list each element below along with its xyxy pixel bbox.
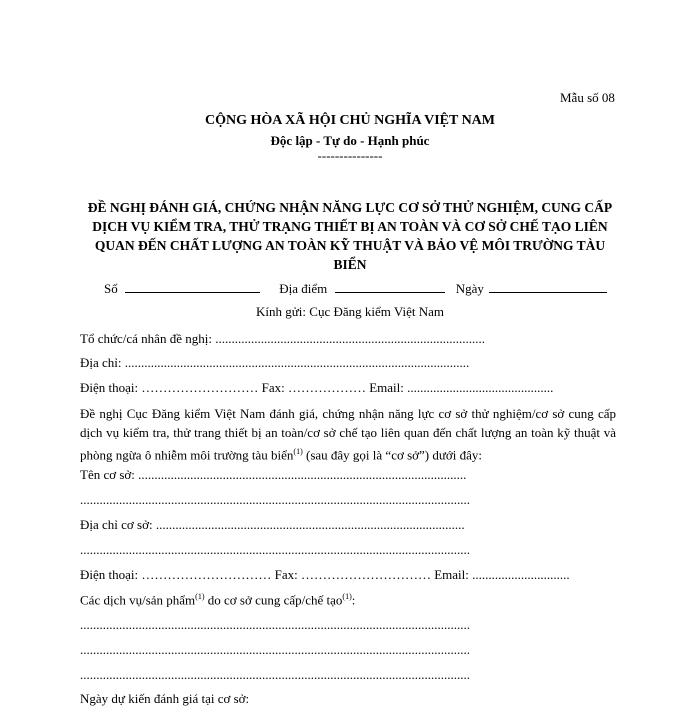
- document-title: ĐỀ NGHỊ ĐÁNH GIÁ, CHỨNG NHẬN NĂNG LỰC CƠ SỞ THỬ NGHIỆM, CUNG CẤP DỊCH VỤ KIỂM TRA, THỬ TRẠNG THIẾT BỊ AN TOÀN VÀ CƠ SỞ CHẾ TẠO LIÊN QUAN ĐẾN CHẤT LƯỢNG AN TOÀN KỸ THUẬT VÀ BẢO VỆ MÔI TRƯỜNG TÀU BIỂN: [87, 200, 613, 272]
- place-label: Địa điểm: [279, 281, 328, 296]
- footnote-ref: (1): [342, 592, 352, 601]
- facility-phone-field: Điện thoại: ………………………… Fax: ………………………… Email: ..............................: [80, 567, 570, 582]
- date-field[interactable]: [489, 281, 607, 293]
- country-heading: CỘNG HÒA XÃ HỘI CHỦ NGHĨA VIỆT NAM: [204, 113, 495, 128]
- footnote-ref: (1): [195, 592, 205, 601]
- dotted-line: ........................................................................................................................: [80, 642, 470, 657]
- number-label: Số: [104, 281, 118, 296]
- expected-date-field: Ngày dự kiến đánh giá tại cơ sở:: [80, 691, 250, 706]
- services-label: [80, 592, 355, 608]
- dotted-line: ........................................................................................................................: [80, 667, 470, 682]
- dotted-line: ........................................................................................................................: [80, 542, 470, 557]
- address-field: Địa chỉ: ..........................................................................................................: [80, 355, 470, 370]
- services-text: Các dịch vụ/sản phẩm: [80, 592, 196, 608]
- dotted-line: ........................................................................................................................: [80, 617, 470, 632]
- facility-address-field: Địa chỉ cơ sở: ...............................................................................................: [80, 517, 465, 532]
- dotted-line: ........................................................................................................................: [80, 492, 470, 507]
- number-field[interactable]: [125, 281, 260, 293]
- form-number: Mẫu số 08: [560, 90, 615, 105]
- motto: Độc lập - Tự do - Hạnh phúc: [270, 133, 430, 148]
- org-field: Tổ chức/cá nhân đề nghị: ...................................................................................: [80, 331, 485, 346]
- place-field[interactable]: [335, 281, 445, 293]
- footnote-ref: (1): [293, 447, 303, 456]
- header-separator: ---------------: [317, 148, 383, 163]
- facility-name-field: Tên cơ sở: .....................................................................................................: [80, 467, 467, 482]
- date-label: Ngày: [455, 281, 484, 296]
- meta-line: [104, 281, 607, 297]
- services-mid: do cơ sở cung cấp/chế tạo: [204, 592, 343, 608]
- services-end: :: [351, 592, 356, 608]
- request-text: Đề nghị Cục Đăng kiểm Việt Nam đánh giá, chứng nhận năng lực cơ sở thử nghiệm/cơ sở cung cấp dịch vụ kiểm tra, thử trang thiết bị an toàn/cơ sở chế tạo liên quan đến chất lượng an toàn kỹ thuật và phòng ngừa ô nhiễm môi trường tàu biển: [80, 406, 616, 463]
- recipient: Kính gửi: Cục Đăng kiểm Việt Nam: [256, 304, 444, 319]
- request-tail: (sau đây gọi là “cơ sở”) dưới đây:: [302, 447, 483, 463]
- request-paragraph: [80, 404, 616, 464]
- phone-fax-email-field: Điện thoại: ……………………… Fax: ……………… Email: .............................................: [80, 380, 554, 395]
